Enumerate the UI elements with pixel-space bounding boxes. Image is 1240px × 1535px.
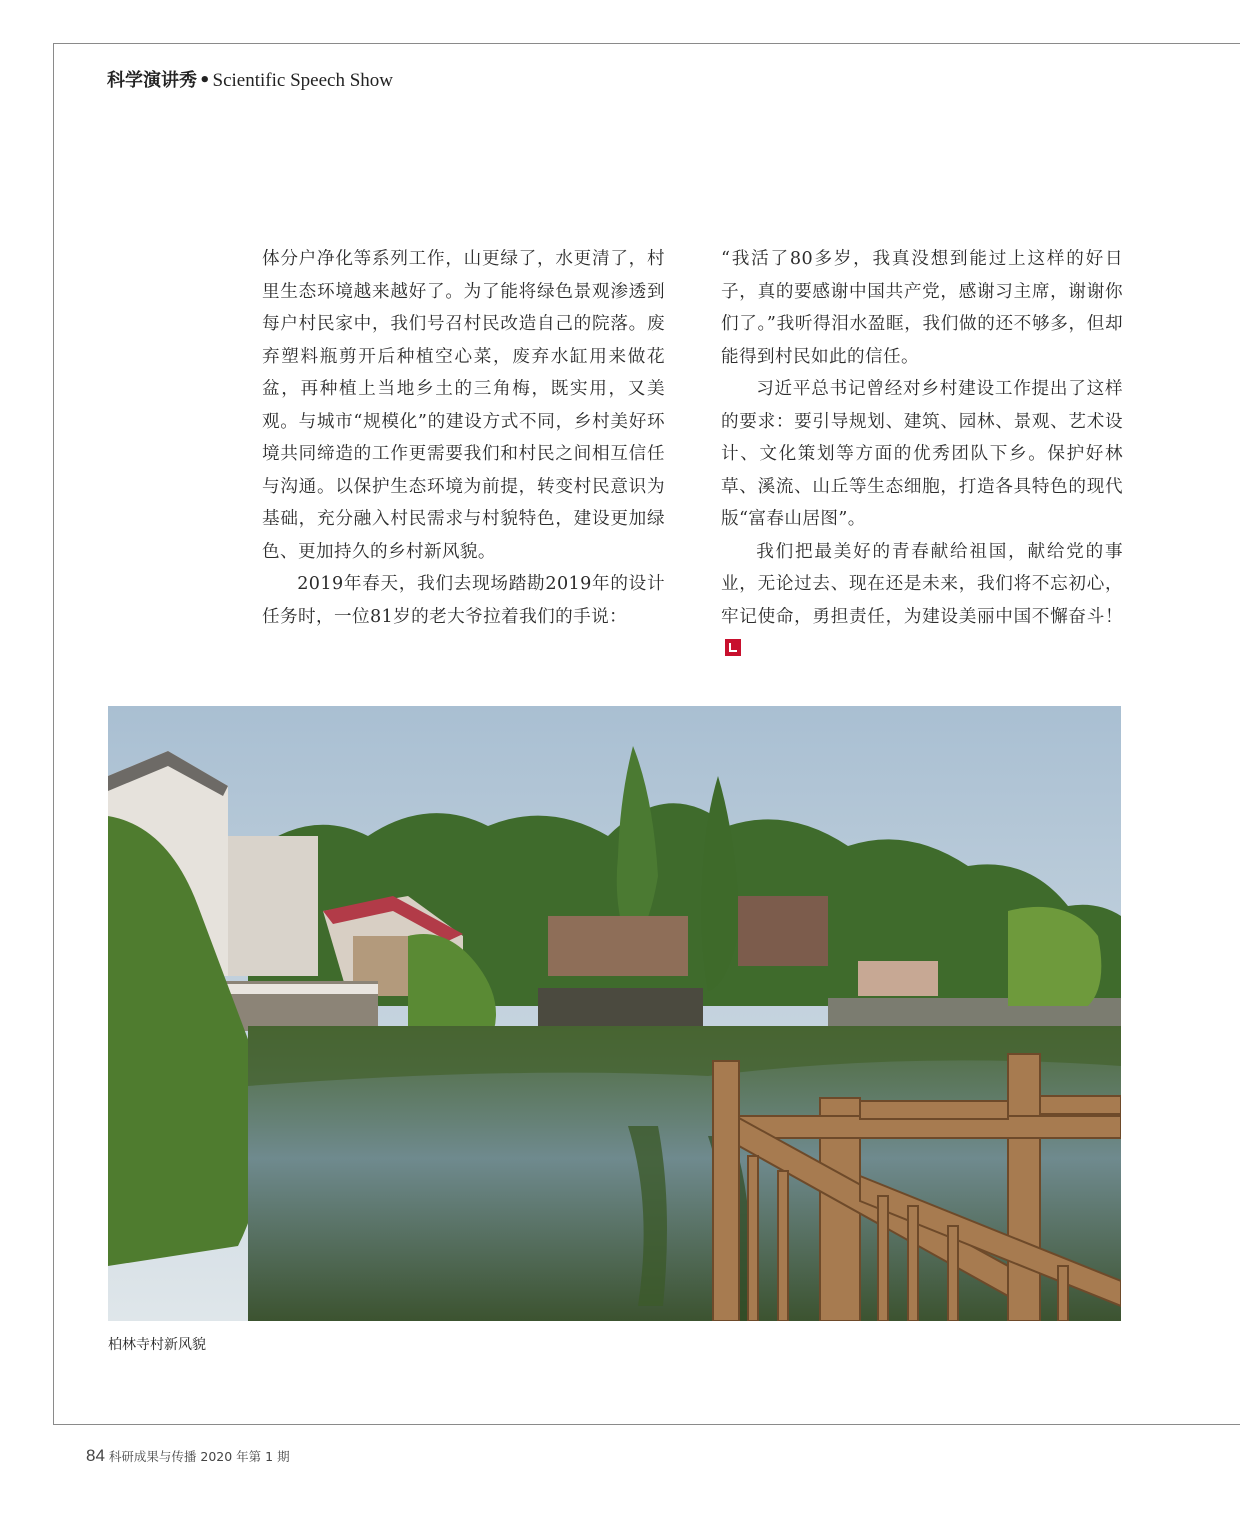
photo-caption: 柏林寺村新风貌 [108, 1337, 206, 1353]
article-column-left [262, 243, 665, 633]
running-header [107, 66, 393, 92]
end-mark-icon [725, 639, 741, 656]
page-footer [86, 1446, 290, 1466]
page-number: 84 [86, 1446, 105, 1465]
paragraph: “我活了80多岁，我真没想到能过上这样的好日子，真的要感谢中国共产党，感谢习主席，谢谢你们了。”我听得泪水盈眶，我们做的还不够多，但却能得到村民如此的信任。 [721, 249, 1123, 367]
paragraph: 体分户净化等系列工作，山更绿了，水更清了，村里生态环境越来越好了。为了能将绿色景观渗透到每户村民家中，我们号召村民改造自己的院落。废弃塑料瓶剪开后种植空心菜，废弃水缸用来做花盆，再种植上当地乡土的三角梅，既实用，又美观。与城市“规模化”的建设方式不同，乡村美好环境共同缔造的工作更需要我们和村民之间相互信任与沟通。以保护生态环境为前提，转变村民意识为基础，充分融入村民需求与村貌特色，建设更加绿色、更加持久的乡村新风貌。 [262, 249, 665, 562]
section-title-cn: 科学演讲秀 [107, 70, 197, 91]
magazine-issue: 科研成果与传播 2020 年第 1 期 [108, 1449, 290, 1464]
header-separator: • [199, 70, 211, 91]
paragraph-last [721, 536, 1123, 666]
section-title-en: Scientific Speech Show [212, 70, 393, 91]
article-column-right [721, 243, 1123, 666]
paragraph-text: 我们把最美好的青春献给祖国，献给党的事业，无论过去、现在还是未来，我们将不忘初心，牢记使命，勇担责任，为建设美丽中国不懈奋斗！ [721, 541, 1123, 627]
paragraph: 习近平总书记曾经对乡村建设工作提出了这样的要求：要引导规划、建筑、园林、景观、艺术设计、文化策划等方面的优秀团队下乡。保护好林草、溪流、山丘等生态细胞，打造各具特色的现代版“富春山居图”。 [721, 379, 1123, 529]
paragraph: 2019年春天，我们去现场踏勘2019年的设计任务时，一位81岁的老大爷拉着我们的手说： [262, 574, 665, 627]
village-photo [108, 706, 1121, 1321]
